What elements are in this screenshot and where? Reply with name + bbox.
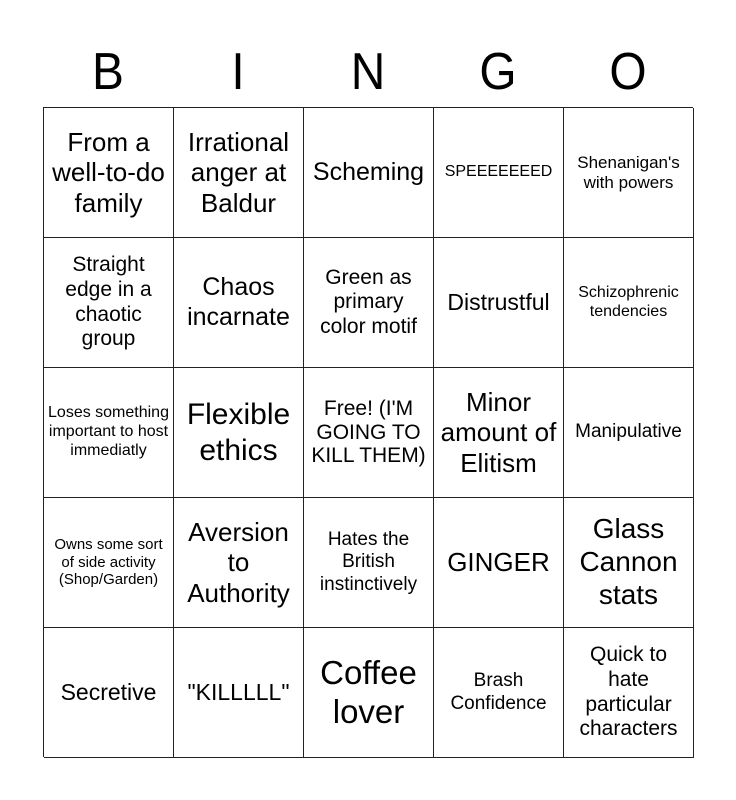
bingo-board bbox=[43, 107, 693, 757]
cell-text: Quick to hate particular characters bbox=[579, 643, 678, 741]
bingo-cell[interactable] bbox=[174, 108, 304, 238]
bingo-cell[interactable] bbox=[434, 628, 564, 758]
header-letter-o: O bbox=[609, 43, 647, 101]
header-letter-g: G bbox=[479, 43, 517, 101]
bingo-cell[interactable] bbox=[434, 498, 564, 628]
cell-text: From a well-to-do family bbox=[52, 126, 165, 218]
bingo-cell[interactable] bbox=[174, 368, 304, 498]
cell-text: Shenanigan's with powers bbox=[577, 152, 680, 192]
bingo-cell[interactable] bbox=[44, 628, 174, 758]
cell-text: SPEEEEEEED bbox=[444, 163, 553, 181]
cell-text: Secretive bbox=[60, 679, 157, 706]
cell-text: Aversion to Authority bbox=[187, 516, 290, 608]
cell-text: Manipulative bbox=[575, 421, 682, 443]
bingo-cell[interactable] bbox=[44, 238, 174, 368]
bingo-cell[interactable] bbox=[44, 498, 174, 628]
cell-text: Green as primary color motif bbox=[320, 265, 417, 338]
bingo-cell[interactable] bbox=[174, 238, 304, 368]
cell-text: Flexible ethics bbox=[186, 398, 291, 467]
bingo-header bbox=[43, 40, 693, 104]
cell-text: Brash Confidence bbox=[450, 670, 547, 714]
bingo-cell[interactable] bbox=[304, 628, 434, 758]
cell-text: Schizophrenic tendencies bbox=[578, 283, 679, 320]
bingo-cell[interactable] bbox=[44, 108, 174, 238]
bingo-cell[interactable] bbox=[174, 628, 304, 758]
bingo-cell[interactable] bbox=[564, 108, 694, 238]
bingo-cell[interactable] bbox=[174, 498, 304, 628]
bingo-cell[interactable] bbox=[44, 368, 174, 498]
cell-text: Glass Cannon stats bbox=[579, 513, 678, 610]
cell-text: Free! (I'M GOING TO KILL THEM) bbox=[311, 397, 426, 468]
header-letter-b: B bbox=[92, 43, 124, 101]
cell-text: Irrational anger at Baldur bbox=[187, 126, 290, 218]
bingo-cell[interactable] bbox=[564, 498, 694, 628]
cell-text: Loses something important to host immediatly bbox=[48, 404, 169, 459]
bingo-cell[interactable] bbox=[564, 238, 694, 368]
bingo-cell[interactable] bbox=[564, 628, 694, 758]
cell-text: GINGER bbox=[447, 547, 550, 578]
cell-text: Minor amount of Elitism bbox=[440, 386, 557, 478]
bingo-cell[interactable] bbox=[304, 238, 434, 368]
bingo-cell[interactable] bbox=[434, 238, 564, 368]
cell-text: Hates the British instinctively bbox=[319, 529, 418, 595]
bingo-cell[interactable] bbox=[564, 368, 694, 498]
cell-text: Scheming bbox=[312, 157, 425, 186]
header-letter-i: I bbox=[231, 43, 245, 101]
bingo-cell[interactable] bbox=[304, 108, 434, 238]
cell-text: Distrustful bbox=[447, 289, 550, 316]
header-letter-n: N bbox=[350, 43, 386, 101]
cell-text: Chaos incarnate bbox=[187, 273, 290, 331]
cell-text: Coffee lover bbox=[320, 653, 417, 730]
bingo-cell[interactable] bbox=[434, 368, 564, 498]
cell-text: "KILLLLL" bbox=[187, 679, 290, 706]
bingo-cell[interactable] bbox=[304, 498, 434, 628]
bingo-cell[interactable] bbox=[434, 108, 564, 238]
cell-text: Owns some sort of side activity (Shop/Garden) bbox=[54, 536, 163, 589]
cell-text: Straight edge in a chaotic group bbox=[65, 253, 152, 351]
free-space-cell[interactable] bbox=[304, 368, 434, 498]
